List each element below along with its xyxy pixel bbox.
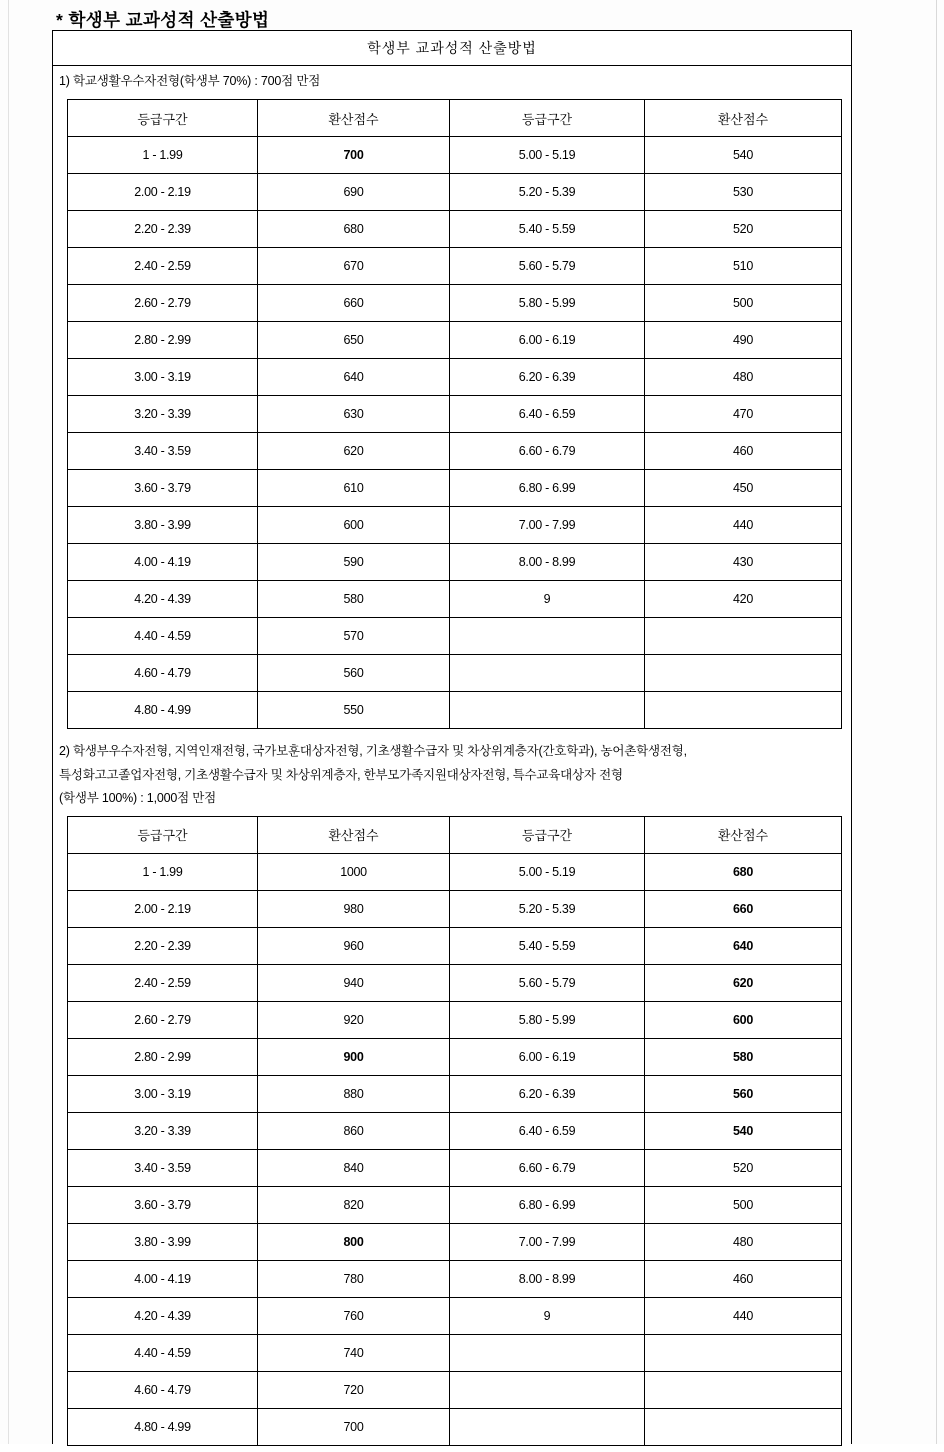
- table-cell: 860: [258, 1112, 450, 1149]
- table-cell: 2.60 - 2.79: [68, 285, 258, 322]
- table-cell: 1 - 1.99: [68, 137, 258, 174]
- table-row: [68, 248, 842, 285]
- table-row: [68, 1112, 842, 1149]
- table-header-row: [68, 816, 842, 853]
- table-cell: 3.40 - 3.59: [68, 433, 258, 470]
- table-cell: 620: [645, 964, 842, 1001]
- table-cell-empty: [645, 618, 842, 655]
- table-row: [68, 1223, 842, 1260]
- table-row: [68, 1408, 842, 1445]
- table-cell: 520: [645, 1149, 842, 1186]
- table-cell: 510: [645, 248, 842, 285]
- table-row: [68, 1297, 842, 1334]
- page-edge-left-rule: [8, 0, 9, 1444]
- table-cell-empty: [450, 655, 645, 692]
- table-row: [68, 544, 842, 581]
- table-cell: 800: [258, 1223, 450, 1260]
- table-cell: 4.80 - 4.99: [68, 1408, 258, 1445]
- table-row: [68, 174, 842, 211]
- table-row: [68, 1149, 842, 1186]
- table-cell: 3.00 - 3.19: [68, 1075, 258, 1112]
- table-cell: 720: [258, 1371, 450, 1408]
- table-row: [68, 1260, 842, 1297]
- table-row: [68, 853, 842, 890]
- table-cell: 2.00 - 2.19: [68, 890, 258, 927]
- table-cell: 570: [258, 618, 450, 655]
- table-row: [68, 1371, 842, 1408]
- table-cell: 2.00 - 2.19: [68, 174, 258, 211]
- box-title-row: [53, 31, 851, 66]
- table-cell: 500: [645, 1186, 842, 1223]
- table-row: [68, 433, 842, 470]
- page-edge-right-rule: [936, 0, 937, 1444]
- table-row: [68, 1334, 842, 1371]
- caption-line: 특성화고고졸업자전형, 기초생활수급자 및 차상위계층자, 한부모가족지원대상자전형, 특수교육대상자 전형: [59, 767, 623, 782]
- table-cell: 420: [645, 581, 842, 618]
- table-cell: 550: [258, 692, 450, 729]
- table-cell: 440: [645, 507, 842, 544]
- table-row: [68, 655, 842, 692]
- table-cell-empty: [450, 692, 645, 729]
- table-cell: 4.00 - 4.19: [68, 544, 258, 581]
- table-cell-empty: [645, 1408, 842, 1445]
- table-row: [68, 692, 842, 729]
- column-header: 등급구간: [68, 100, 258, 137]
- table-cell: 470: [645, 396, 842, 433]
- table-cell: 6.00 - 6.19: [450, 322, 645, 359]
- table-cell: 940: [258, 964, 450, 1001]
- table-row: [68, 396, 842, 433]
- table-row: [68, 618, 842, 655]
- table-cell: 840: [258, 1149, 450, 1186]
- column-header: 등급구간: [68, 816, 258, 853]
- table-cell: 6.80 - 6.99: [450, 1186, 645, 1223]
- table-cell: 2.20 - 2.39: [68, 927, 258, 964]
- page-title: * 학생부 교과성적 산출방법: [56, 10, 270, 30]
- table-cell: 5.00 - 5.19: [450, 137, 645, 174]
- table-cell: 5.00 - 5.19: [450, 853, 645, 890]
- table-row: [68, 581, 842, 618]
- table-cell: 6.40 - 6.59: [450, 396, 645, 433]
- table-cell: 4.60 - 4.79: [68, 1371, 258, 1408]
- grade-score-table-1: [67, 99, 842, 729]
- caption-line: (학생부 100%) : 1,000점 만점: [59, 791, 216, 806]
- table-row: [68, 1038, 842, 1075]
- table-cell: 3.80 - 3.99: [68, 1223, 258, 1260]
- table-cell: 1 - 1.99: [68, 853, 258, 890]
- table-cell: 640: [645, 927, 842, 964]
- table-cell: 660: [645, 890, 842, 927]
- table-cell: 960: [258, 927, 450, 964]
- grade-score-table-2: [67, 816, 842, 1446]
- table-header-row: [68, 100, 842, 137]
- table-cell: 480: [645, 359, 842, 396]
- table-cell: 1000: [258, 853, 450, 890]
- table-cell: 4.20 - 4.39: [68, 581, 258, 618]
- table-cell: 3.40 - 3.59: [68, 1149, 258, 1186]
- table-cell: 6.60 - 6.79: [450, 1149, 645, 1186]
- table-cell: 880: [258, 1075, 450, 1112]
- table-cell: 670: [258, 248, 450, 285]
- table-cell: 2.40 - 2.59: [68, 964, 258, 1001]
- table-row: [68, 211, 842, 248]
- table-cell: 4.80 - 4.99: [68, 692, 258, 729]
- table-cell: 680: [258, 211, 450, 248]
- table-cell: 640: [258, 359, 450, 396]
- table-cell: 3.60 - 3.79: [68, 1186, 258, 1223]
- table-row: [68, 1186, 842, 1223]
- table-cell: 8.00 - 8.99: [450, 1260, 645, 1297]
- table-cell: 450: [645, 470, 842, 507]
- table-cell: 5.80 - 5.99: [450, 285, 645, 322]
- table-cell: 6.60 - 6.79: [450, 433, 645, 470]
- table-cell: 6.20 - 6.39: [450, 1075, 645, 1112]
- table-cell: 980: [258, 890, 450, 927]
- table-cell: 520: [645, 211, 842, 248]
- table-row: [68, 964, 842, 1001]
- table-cell: 920: [258, 1001, 450, 1038]
- table-cell-empty: [450, 618, 645, 655]
- table-cell: 3.60 - 3.79: [68, 470, 258, 507]
- table-cell-empty: [645, 692, 842, 729]
- table-cell: 6.00 - 6.19: [450, 1038, 645, 1075]
- box-title-text: 학생부 교과성적 산출방법: [367, 40, 537, 56]
- table-cell: 5.20 - 5.39: [450, 890, 645, 927]
- table-cell: 580: [258, 581, 450, 618]
- table-cell: 5.60 - 5.79: [450, 248, 645, 285]
- table-cell: 700: [258, 137, 450, 174]
- table-cell: 5.20 - 5.39: [450, 174, 645, 211]
- table-cell: 560: [258, 655, 450, 692]
- caption-line: 2) 학생부우수자전형, 지역인재전형, 국가보훈대상자전형, 기초생활수급자 및 차상위계층자(간호학과), 농어촌학생전형,: [59, 744, 687, 759]
- table-cell-empty: [450, 1408, 645, 1445]
- table-row: [68, 322, 842, 359]
- table-cell: 2.60 - 2.79: [68, 1001, 258, 1038]
- section-caption-1: [53, 66, 851, 99]
- table-cell: 630: [258, 396, 450, 433]
- table-cell-empty: [450, 1334, 645, 1371]
- table-cell: 3.20 - 3.39: [68, 1112, 258, 1149]
- table-cell-empty: [645, 655, 842, 692]
- table-cell: 9: [450, 581, 645, 618]
- table-row: [68, 1001, 842, 1038]
- table-cell: 6.20 - 6.39: [450, 359, 645, 396]
- table-cell: 8.00 - 8.99: [450, 544, 645, 581]
- table-cell: 540: [645, 137, 842, 174]
- table-cell: 500: [645, 285, 842, 322]
- column-header: 환산점수: [645, 816, 842, 853]
- table-cell: 740: [258, 1334, 450, 1371]
- sections-container: [53, 66, 851, 1452]
- table-cell: 4.40 - 4.59: [68, 1334, 258, 1371]
- column-header: 등급구간: [450, 816, 645, 853]
- table-cell: 4.20 - 4.39: [68, 1297, 258, 1334]
- table-cell: 900: [258, 1038, 450, 1075]
- table-row: [68, 359, 842, 396]
- table-cell: 6.40 - 6.59: [450, 1112, 645, 1149]
- table-cell: 7.00 - 7.99: [450, 1223, 645, 1260]
- table-cell-empty: [450, 1371, 645, 1408]
- table-cell: 480: [645, 1223, 842, 1260]
- table-cell: 2.20 - 2.39: [68, 211, 258, 248]
- column-header: 등급구간: [450, 100, 645, 137]
- content-box: [52, 30, 852, 1444]
- table-cell: 540: [645, 1112, 842, 1149]
- table-cell: 7.00 - 7.99: [450, 507, 645, 544]
- table-cell: 2.80 - 2.99: [68, 322, 258, 359]
- table-cell: 5.60 - 5.79: [450, 964, 645, 1001]
- table-cell: 580: [645, 1038, 842, 1075]
- table-cell: 680: [645, 853, 842, 890]
- table-cell: 690: [258, 174, 450, 211]
- table-row: [68, 890, 842, 927]
- table-cell: 5.40 - 5.59: [450, 211, 645, 248]
- table-cell: 5.40 - 5.59: [450, 927, 645, 964]
- table-cell: 2.40 - 2.59: [68, 248, 258, 285]
- table-cell: 490: [645, 322, 842, 359]
- table-cell: 660: [258, 285, 450, 322]
- table-cell: 5.80 - 5.99: [450, 1001, 645, 1038]
- table-cell: 2.80 - 2.99: [68, 1038, 258, 1075]
- table-cell-empty: [645, 1371, 842, 1408]
- table-cell: 560: [645, 1075, 842, 1112]
- section-caption-2: [53, 735, 851, 815]
- column-header: 환산점수: [645, 100, 842, 137]
- table-cell: 6.80 - 6.99: [450, 470, 645, 507]
- table-cell: 590: [258, 544, 450, 581]
- table-row: [68, 927, 842, 964]
- table-cell: 460: [645, 1260, 842, 1297]
- table-row: [68, 1075, 842, 1112]
- table-cell: 3.80 - 3.99: [68, 507, 258, 544]
- table-cell: 600: [645, 1001, 842, 1038]
- table-cell: 3.00 - 3.19: [68, 359, 258, 396]
- table-cell: 430: [645, 544, 842, 581]
- caption-line: 1) 학교생활우수자전형(학생부 70%) : 700점 만점: [59, 74, 321, 88]
- section-spacer: [53, 1446, 851, 1452]
- table-cell: 780: [258, 1260, 450, 1297]
- table-cell: 600: [258, 507, 450, 544]
- table-cell: 620: [258, 433, 450, 470]
- table-cell: 820: [258, 1186, 450, 1223]
- table-cell: 460: [645, 433, 842, 470]
- table-row: [68, 470, 842, 507]
- column-header: 환산점수: [258, 100, 450, 137]
- table-cell: 4.60 - 4.79: [68, 655, 258, 692]
- table-cell: 610: [258, 470, 450, 507]
- table-row: [68, 507, 842, 544]
- table-cell: 4.40 - 4.59: [68, 618, 258, 655]
- table-row: [68, 285, 842, 322]
- column-header: 환산점수: [258, 816, 450, 853]
- table-row: [68, 137, 842, 174]
- table-cell: 3.20 - 3.39: [68, 396, 258, 433]
- table-cell: 530: [645, 174, 842, 211]
- table-cell: 760: [258, 1297, 450, 1334]
- table-cell-empty: [645, 1334, 842, 1371]
- table-cell: 9: [450, 1297, 645, 1334]
- table-cell: 4.00 - 4.19: [68, 1260, 258, 1297]
- table-cell: 440: [645, 1297, 842, 1334]
- table-cell: 650: [258, 322, 450, 359]
- table-cell: 700: [258, 1408, 450, 1445]
